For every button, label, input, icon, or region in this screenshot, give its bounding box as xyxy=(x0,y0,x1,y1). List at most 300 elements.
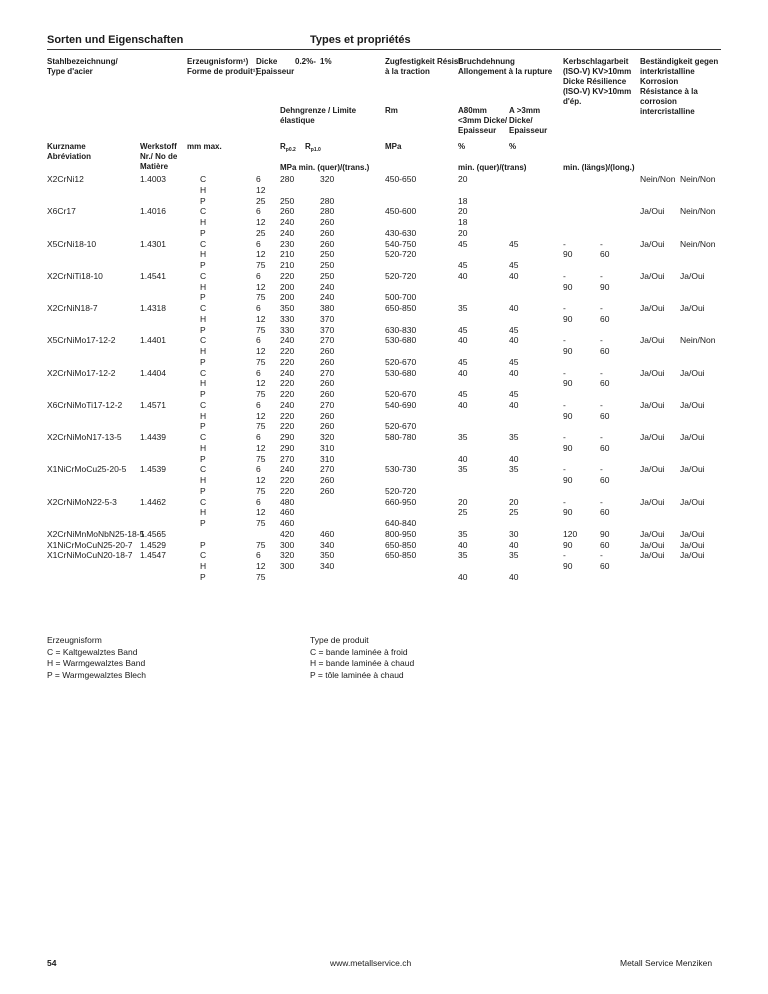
header-short-name: Kurzname Abréviation xyxy=(47,142,92,161)
cell-material-no: 1.4547 xyxy=(140,550,166,561)
cell-material-no: 1.4571 xyxy=(140,399,166,410)
header-min-laengs: min. (längs)/(long.) xyxy=(563,163,635,172)
cell-a3: 45 xyxy=(509,238,519,249)
cell-corrosion-2: Ja/Oui xyxy=(680,303,705,313)
cell-rp02: 330 xyxy=(280,313,295,324)
cell-impact-quer: - xyxy=(563,238,566,249)
cell-rp1: 270 xyxy=(320,335,335,346)
cell-rp02: 300 xyxy=(280,539,295,550)
cell-a80: 45 xyxy=(458,260,468,270)
header-rm: Rm xyxy=(385,106,398,115)
header-pct-b: % xyxy=(509,142,517,151)
cell-rp02: 320 xyxy=(280,550,295,561)
cell-rp02: 240 xyxy=(280,464,295,475)
cell-rp02: 460 xyxy=(280,518,295,528)
cell-rp1: 270 xyxy=(320,464,335,475)
cell-thickness: 6 xyxy=(256,464,261,475)
header-rp1: $R_{p1.0}$ xyxy=(305,142,321,153)
cell-a80: 35 xyxy=(458,528,468,539)
cell-thickness: 75 xyxy=(256,571,266,582)
cell-thickness: 6 xyxy=(256,550,261,561)
cell-rp02: 220 xyxy=(280,378,295,389)
cell-rp1: 240 xyxy=(320,281,335,292)
cell-rp1: 260 xyxy=(320,475,335,485)
cell-material-no: 1.4318 xyxy=(140,303,166,313)
cell-short-name: X2CrNiTi18-10 xyxy=(47,270,103,281)
cell-a3: 45 xyxy=(509,389,519,399)
cell-a80: 40 xyxy=(458,453,468,464)
cell-rm: 650-850 xyxy=(385,303,417,313)
cell-corrosion-2: Ja/Oui xyxy=(680,432,705,442)
header-mpa-min-quer: MPa min. (quer)/(trans.) xyxy=(280,163,370,172)
cell-rp1: 260 xyxy=(320,227,335,238)
cell-short-name: X5CrNiMo17-12-2 xyxy=(47,335,116,346)
cell-material-no: 1.4539 xyxy=(140,464,166,475)
cell-rp1: 260 xyxy=(320,378,335,389)
cell-impact-laengs: 60 xyxy=(600,475,610,485)
cell-corrosion-2: Ja/Oui xyxy=(680,399,705,410)
cell-thickness: 6 xyxy=(256,367,261,378)
cell-corrosion-2: Nein/Non xyxy=(680,174,716,184)
cell-rp1: 260 xyxy=(320,485,335,496)
cell-rm: 520-670 xyxy=(385,389,417,399)
cell-corrosion-1: Ja/Oui xyxy=(640,539,665,550)
cell-impact-laengs: 60 xyxy=(600,378,610,389)
cell-a80: 20 xyxy=(458,206,468,217)
header-elongation: Bruchdehnung Allongement à la rupture xyxy=(458,57,553,76)
cell-rm: 520-720 xyxy=(385,249,417,260)
cell-rp1: 260 xyxy=(320,389,335,399)
cell-impact-laengs: - xyxy=(600,367,603,378)
header-a80: A80mm <3mm Dicke/ Epaisseur xyxy=(458,106,508,135)
cell-rm: 800-950 xyxy=(385,528,417,539)
cell-impact-quer: 90 xyxy=(563,410,573,421)
cell-rp1: 250 xyxy=(320,249,335,260)
cell-rp02: 220 xyxy=(280,270,295,281)
cell-thickness: 75 xyxy=(256,518,266,528)
header-pct-02: 0.2%- xyxy=(295,57,316,66)
cell-product-form: P xyxy=(200,539,206,550)
cell-rm: 450-600 xyxy=(385,206,417,217)
cell-short-name: X2CrNiMnMoNbN25-18-5 xyxy=(47,528,145,539)
cell-short-name: X2CrNiN18-7 xyxy=(47,303,98,313)
cell-material-no: 1.4529 xyxy=(140,539,166,550)
cell-corrosion-1: Ja/Oui xyxy=(640,335,665,346)
cell-rp1: 270 xyxy=(320,367,335,378)
cell-corrosion-2: Nein/Non xyxy=(680,238,716,249)
header-tensile: Zugfestigkeit Résist. à la traction xyxy=(385,57,464,76)
cell-rp1: 260 xyxy=(320,346,335,356)
cell-thickness: 12 xyxy=(256,217,266,227)
cell-corrosion-2: Ja/Oui xyxy=(680,464,705,475)
cell-impact-laengs: - xyxy=(600,550,603,561)
cell-rp02: 260 xyxy=(280,206,295,217)
cell-product-form: H xyxy=(200,346,207,356)
cell-a80: 40 xyxy=(458,335,468,346)
cell-impact-laengs: 60 xyxy=(600,313,610,324)
cell-short-name: X6Cr17 xyxy=(47,206,76,217)
cell-rp02: 250 xyxy=(280,195,295,206)
cell-rp02: 220 xyxy=(280,485,295,496)
cell-rp02: 210 xyxy=(280,260,295,270)
cell-thickness: 12 xyxy=(256,378,266,389)
header-yield: Dehngrenze / Limite élastique xyxy=(280,106,357,125)
cell-impact-laengs: 60 xyxy=(600,249,610,260)
cell-impact-quer: - xyxy=(563,367,566,378)
header-min-quer: min. (quer)/(trans) xyxy=(458,163,527,172)
cell-thickness: 25 xyxy=(256,195,266,206)
cell-a3: 30 xyxy=(509,528,519,539)
cell-rp02: 220 xyxy=(280,356,295,367)
cell-impact-laengs: 90 xyxy=(600,281,610,292)
cell-corrosion-2: Nein/Non xyxy=(680,335,716,346)
cell-product-form: C xyxy=(200,238,207,249)
cell-rp1: 270 xyxy=(320,399,335,410)
cell-thickness: 6 xyxy=(256,270,261,281)
cell-rp1: 240 xyxy=(320,292,335,303)
cell-thickness: 6 xyxy=(256,335,261,346)
footnote-de-line: Erzeugnisform xyxy=(47,635,102,645)
cell-impact-quer: - xyxy=(563,303,566,313)
cell-impact-laengs: - xyxy=(600,496,603,507)
cell-thickness: 12 xyxy=(256,184,266,195)
cell-impact-quer: - xyxy=(563,464,566,475)
cell-rp1: 280 xyxy=(320,195,335,206)
cell-rp1: 250 xyxy=(320,260,335,270)
cell-thickness: 75 xyxy=(256,539,266,550)
cell-short-name: X1CrNiMoCuN20-18-7 xyxy=(47,550,133,561)
cell-corrosion-1: Ja/Oui xyxy=(640,270,665,281)
footer-company: Metall Service Menziken xyxy=(620,958,713,968)
cell-rp02: 420 xyxy=(280,528,295,539)
cell-corrosion-1: Ja/Oui xyxy=(640,550,665,561)
cell-impact-laengs: - xyxy=(600,432,603,442)
cell-rp1: 370 xyxy=(320,324,335,335)
cell-material-no: 1.4404 xyxy=(140,367,166,378)
cell-short-name: X5CrNi18-10 xyxy=(47,238,97,249)
cell-impact-quer: - xyxy=(563,270,566,281)
cell-thickness: 6 xyxy=(256,399,261,410)
cell-a80: 40 xyxy=(458,571,468,582)
header-a3: A >3mm Dicke/ Epaisseur xyxy=(509,106,548,135)
cell-corrosion-1: Ja/Oui xyxy=(640,464,665,475)
cell-rp1: 260 xyxy=(320,421,335,432)
cell-rp02: 240 xyxy=(280,227,295,238)
page-title-de: Sorten und Eigenschaften xyxy=(47,34,184,46)
header-material-no: Werkstoff Nr./ No de Matière xyxy=(140,142,178,171)
cell-a80: 20 xyxy=(458,496,468,507)
cell-rm: 520-670 xyxy=(385,421,417,432)
cell-rp1: 280 xyxy=(320,206,335,217)
cell-a3: 40 xyxy=(509,453,519,464)
cell-a3: 40 xyxy=(509,303,519,313)
cell-thickness: 12 xyxy=(256,346,266,356)
cell-material-no: 1.4003 xyxy=(140,174,166,184)
cell-product-form: P xyxy=(200,389,206,399)
header-pct-1: 1% xyxy=(320,57,332,66)
footnote-fr-line: C = bande laminée à froid xyxy=(310,646,408,657)
cell-short-name: X6CrNiMoTi17-12-2 xyxy=(47,399,123,410)
cell-corrosion-1: Nein/Non xyxy=(640,174,676,184)
cell-impact-laengs: - xyxy=(600,335,603,346)
cell-impact-quer: 90 xyxy=(563,475,573,485)
footnote-de-line: H = Warmgewalztes Band xyxy=(47,658,146,668)
cell-short-name: X1NiCrMoCu25-20-5 xyxy=(47,464,127,475)
cell-a3: 35 xyxy=(509,550,519,561)
cell-rp1: 250 xyxy=(320,270,335,281)
page-title-fr: Types et propriétés xyxy=(310,34,411,46)
cell-rp02: 350 xyxy=(280,303,295,313)
cell-product-form: C xyxy=(200,335,207,346)
cell-rp02: 210 xyxy=(280,249,295,260)
cell-product-form: H xyxy=(200,281,207,292)
cell-a3: 40 xyxy=(509,335,519,346)
cell-impact-quer: 90 xyxy=(563,346,573,356)
cell-product-form: P xyxy=(200,571,206,582)
cell-a80: 20 xyxy=(458,227,468,238)
cell-a80: 35 xyxy=(458,464,468,475)
cell-thickness: 6 xyxy=(256,238,261,249)
cell-short-name: X2CrNiMoN22-5-3 xyxy=(47,496,117,507)
cell-product-form: H xyxy=(200,249,207,260)
cell-a3: 40 xyxy=(509,539,519,550)
cell-impact-laengs: - xyxy=(600,238,603,249)
cell-impact-laengs: - xyxy=(600,270,603,281)
cell-a80: 40 xyxy=(458,367,468,378)
cell-rp02: 220 xyxy=(280,410,295,421)
cell-material-no: 1.4301 xyxy=(140,238,166,249)
cell-rm: 430-630 xyxy=(385,227,417,238)
cell-product-form: P xyxy=(200,292,206,303)
cell-thickness: 75 xyxy=(256,260,266,270)
cell-a80: 18 xyxy=(458,195,468,206)
cell-product-form: H xyxy=(200,475,207,485)
header-thickness: Dicke Epaisseur xyxy=(256,57,295,76)
cell-rp02: 480 xyxy=(280,496,295,507)
cell-thickness: 12 xyxy=(256,507,266,518)
cell-a80: 35 xyxy=(458,432,468,442)
cell-short-name: X2CrNi12 xyxy=(47,174,84,184)
cell-a80: 25 xyxy=(458,507,468,518)
cell-product-form: C xyxy=(200,270,207,281)
cell-rm: 650-850 xyxy=(385,539,417,550)
header-mm-max: mm max. xyxy=(187,142,222,151)
footnote-fr-line: Type de produit xyxy=(310,635,369,645)
cell-rm: 580-780 xyxy=(385,432,417,442)
cell-rp1: 350 xyxy=(320,550,335,561)
cell-product-form: P xyxy=(200,421,206,432)
cell-a80: 35 xyxy=(458,550,468,561)
cell-a3: 45 xyxy=(509,260,519,270)
cell-rp1: 460 xyxy=(320,528,335,539)
cell-rp1: 340 xyxy=(320,561,335,571)
cell-impact-quer: - xyxy=(563,496,566,507)
cell-rp02: 220 xyxy=(280,389,295,399)
footnote-fr xyxy=(310,635,414,681)
cell-a3: 20 xyxy=(509,496,519,507)
cell-product-form: H xyxy=(200,410,207,421)
cell-a3: 45 xyxy=(509,324,519,335)
cell-a80: 35 xyxy=(458,303,468,313)
cell-impact-quer: - xyxy=(563,335,566,346)
cell-product-form: C xyxy=(200,174,207,184)
footnote-de xyxy=(47,635,146,681)
cell-rm: 640-840 xyxy=(385,518,417,528)
cell-rp1: 340 xyxy=(320,539,335,550)
cell-impact-quer: 120 xyxy=(563,528,578,539)
cell-thickness: 75 xyxy=(256,485,266,496)
cell-impact-quer: - xyxy=(563,432,566,442)
cell-impact-quer: 90 xyxy=(563,539,573,550)
cell-impact-laengs: 60 xyxy=(600,539,610,550)
cell-a80: 45 xyxy=(458,356,468,367)
cell-rp02: 270 xyxy=(280,453,295,464)
cell-corrosion-1: Ja/Oui xyxy=(640,206,665,217)
cell-product-form: H xyxy=(200,378,207,389)
cell-thickness: 75 xyxy=(256,292,266,303)
cell-thickness: 75 xyxy=(256,389,266,399)
cell-product-form: C xyxy=(200,464,207,475)
cell-material-no: 1.4565 xyxy=(140,528,166,539)
cell-impact-quer: - xyxy=(563,550,566,561)
cell-rp02: 220 xyxy=(280,475,295,485)
cell-product-form: H xyxy=(200,442,207,453)
cell-a80: 20 xyxy=(458,174,468,184)
cell-rp02: 200 xyxy=(280,292,295,303)
cell-rp02: 300 xyxy=(280,561,295,571)
cell-corrosion-1: Ja/Oui xyxy=(640,432,665,442)
cell-product-form: P xyxy=(200,227,206,238)
cell-corrosion-2: Ja/Oui xyxy=(680,550,705,561)
cell-rp02: 330 xyxy=(280,324,295,335)
cell-corrosion-1: Ja/Oui xyxy=(640,496,665,507)
cell-thickness: 12 xyxy=(256,249,266,260)
cell-product-form: P xyxy=(200,324,206,335)
cell-a80: 40 xyxy=(458,399,468,410)
footer-website: www.metallservice.ch xyxy=(330,958,412,968)
cell-a3: 45 xyxy=(509,356,519,367)
cell-product-form: H xyxy=(200,561,207,571)
cell-product-form: H xyxy=(200,313,207,324)
cell-thickness: 75 xyxy=(256,421,266,432)
cell-rp1: 260 xyxy=(320,238,335,249)
cell-rm: 650-850 xyxy=(385,550,417,561)
cell-rm: 530-680 xyxy=(385,335,417,346)
header-rp02: $R_{p0.2}$ xyxy=(280,142,296,153)
cell-rp1: 310 xyxy=(320,442,335,453)
cell-corrosion-1: Ja/Oui xyxy=(640,399,665,410)
cell-rp02: 240 xyxy=(280,399,295,410)
cell-product-form: P xyxy=(200,260,206,270)
cell-rp02: 280 xyxy=(280,174,295,184)
cell-thickness: 6 xyxy=(256,174,261,184)
cell-a3: 35 xyxy=(509,464,519,475)
cell-corrosion-1: Ja/Oui xyxy=(640,528,665,539)
cell-product-form: C xyxy=(200,550,207,561)
cell-thickness: 12 xyxy=(256,561,266,571)
cell-rp1: 380 xyxy=(320,303,335,313)
cell-product-form: C xyxy=(200,399,207,410)
cell-material-no: 1.4439 xyxy=(140,432,166,442)
cell-rp02: 290 xyxy=(280,432,295,442)
cell-impact-quer: 90 xyxy=(563,442,573,453)
cell-material-no: 1.4016 xyxy=(140,206,166,217)
cell-impact-laengs: 60 xyxy=(600,507,610,518)
cell-rm: 540-750 xyxy=(385,238,417,249)
cell-rp02: 460 xyxy=(280,507,295,518)
cell-thickness: 6 xyxy=(256,496,261,507)
cell-rm: 520-670 xyxy=(385,356,417,367)
cell-rm: 520-720 xyxy=(385,485,417,496)
cell-rp02: 240 xyxy=(280,335,295,346)
page-number: 54 xyxy=(47,958,57,968)
cell-corrosion-2: Ja/Oui xyxy=(680,539,705,550)
cell-product-form: C xyxy=(200,367,207,378)
footnote-fr-line: P = tôle laminée à chaud xyxy=(310,669,404,680)
cell-impact-laengs: 90 xyxy=(600,528,610,539)
cell-impact-quer: 90 xyxy=(563,249,573,260)
cell-a80: 40 xyxy=(458,270,468,281)
cell-a80: 18 xyxy=(458,217,468,227)
cell-rp1: 370 xyxy=(320,313,335,324)
cell-short-name: X2CrNiMo17-12-2 xyxy=(47,367,116,378)
cell-material-no: 1.4541 xyxy=(140,270,166,281)
cell-rp02: 290 xyxy=(280,442,295,453)
cell-impact-laengs: 60 xyxy=(600,442,610,453)
cell-thickness: 75 xyxy=(256,324,266,335)
cell-product-form: P xyxy=(200,518,206,528)
cell-rp02: 240 xyxy=(280,217,295,227)
header-corrosion: Beständigkeit gegen interkristalline Korrosion Résistance à la corrosion intercristalline xyxy=(640,57,719,116)
cell-product-form: H xyxy=(200,184,207,195)
cell-corrosion-2: Ja/Oui xyxy=(680,528,705,539)
cell-material-no: 1.4462 xyxy=(140,496,166,507)
cell-thickness: 12 xyxy=(256,475,266,485)
cell-product-form: C xyxy=(200,496,207,507)
cell-short-name: X1NiCrMoCuN25-20-7 xyxy=(47,539,133,550)
cell-impact-quer: - xyxy=(563,399,566,410)
cell-thickness: 6 xyxy=(256,206,261,217)
header-pct-a: % xyxy=(458,142,466,151)
cell-product-form: H xyxy=(200,217,207,227)
cell-rp1: 260 xyxy=(320,356,335,367)
cell-thickness: 12 xyxy=(256,410,266,421)
cell-thickness: 75 xyxy=(256,453,266,464)
cell-impact-laengs: - xyxy=(600,464,603,475)
cell-thickness: 6 xyxy=(256,303,261,313)
cell-impact-laengs: 60 xyxy=(600,561,610,571)
cell-a80: 45 xyxy=(458,238,468,249)
cell-product-form: H xyxy=(200,507,207,518)
footnote-fr-line: H = bande laminée à chaud xyxy=(310,658,415,668)
cell-thickness: 12 xyxy=(256,442,266,453)
cell-impact-quer: 90 xyxy=(563,281,573,292)
cell-rm: 630-830 xyxy=(385,324,417,335)
cell-rp1: 260 xyxy=(320,217,335,227)
cell-thickness: 12 xyxy=(256,313,266,324)
cell-a80: 40 xyxy=(458,539,468,550)
cell-rp1: 320 xyxy=(320,174,335,184)
cell-rp02: 230 xyxy=(280,238,295,249)
header-product-form: Erzeugnisform¹) Forme de produit¹) xyxy=(187,57,259,76)
cell-product-form: C xyxy=(200,206,207,217)
cell-product-form: C xyxy=(200,303,207,313)
cell-thickness: 75 xyxy=(256,356,266,367)
cell-rp02: 200 xyxy=(280,281,295,292)
cell-rp02: 220 xyxy=(280,421,295,432)
cell-a3: 35 xyxy=(509,432,519,442)
header-mpa: MPa xyxy=(385,142,402,151)
